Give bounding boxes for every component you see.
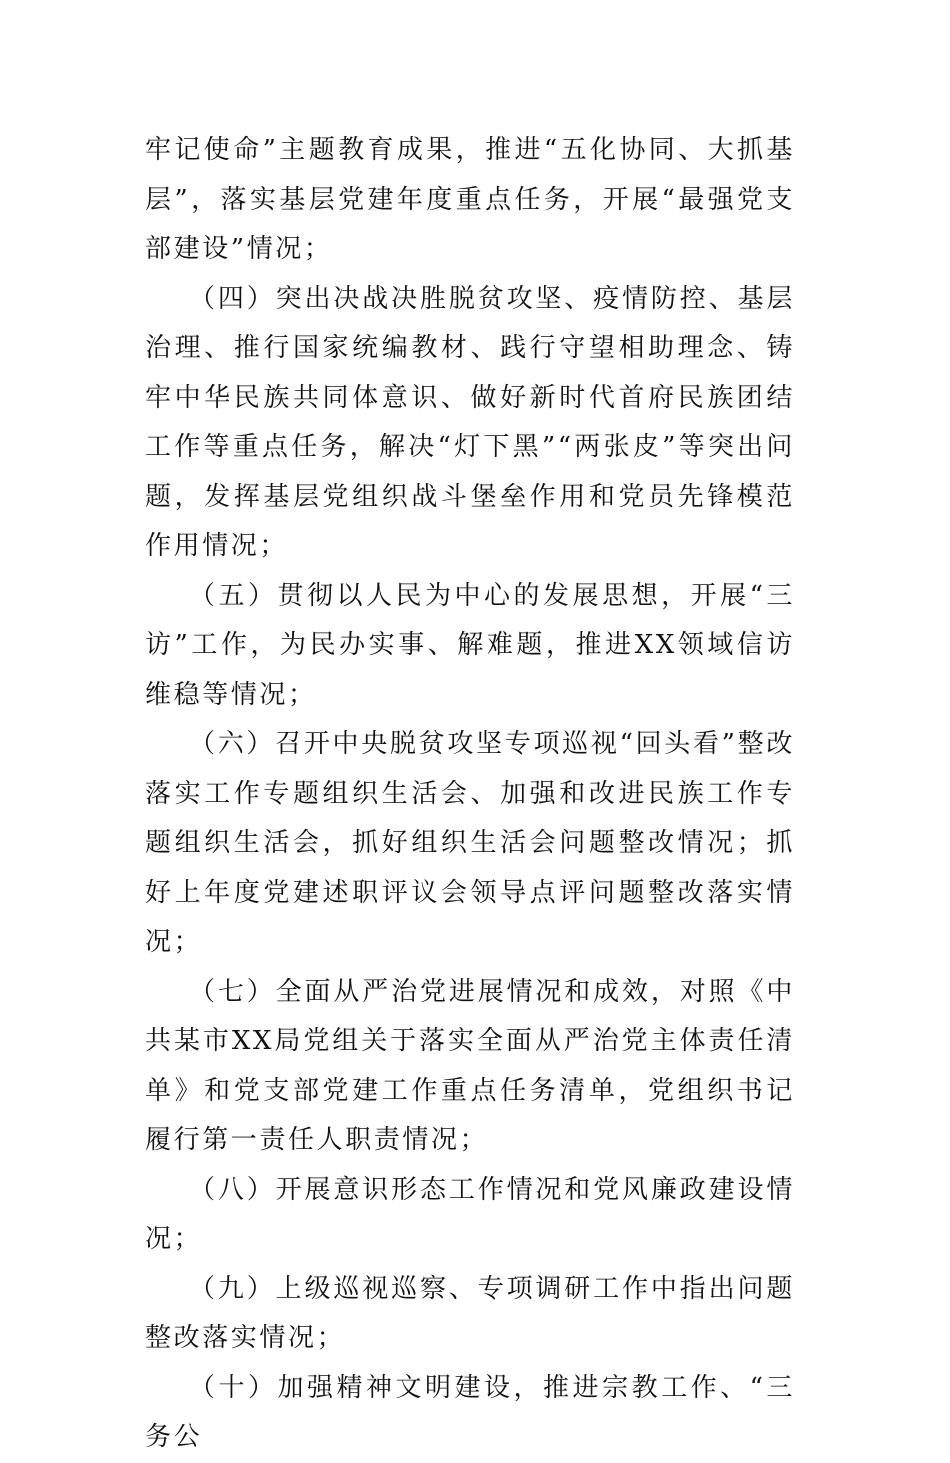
paragraph-continued: 牢记使命”主题教育成果，推进“五化协同、大抓基层”，落实基层党建年度重点任务，开展“最强党支部建设”情况； xyxy=(145,135,795,264)
paragraph-item-8: （八）开展意识形态工作情况和党风廉政建设情况； xyxy=(145,1174,795,1254)
paragraph-item-10: （十）加强精神文明建设，推进宗教工作、“三务公 xyxy=(145,1372,795,1452)
paragraph-item-7: （七）全面从严治党进展情况和成效，对照《中共某市XX局党组关于落实全面从严治党主体责任清单》和党支部党建工作重点任务清单，党组织书记履行第一责任人职责情况； xyxy=(145,976,795,1155)
paragraph-item-4: （四）突出决战决胜脱贫攻坚、疫情防控、基层治理、推行国家统编教材、践行守望相助理念、铸牢中华民族共同体意识、做好新时代首府民族团结工作等重点任务，解决“灯下黑”“两张皮”等突出问题，发挥基层党组织战斗堡垒作用和党员先锋模范作用情况； xyxy=(145,283,795,561)
paragraph-item-5: （五）贯彻以人民为中心的发展思想，开展“三访”工作，为民办实事、解难题，推进XX领域信访维稳等情况； xyxy=(145,580,795,710)
paragraph-item-9: （九）上级巡视巡察、专项调研工作中指出问题整改落实情况； xyxy=(145,1273,795,1353)
paragraph-item-6: （六）召开中央脱贫攻坚专项巡视“回头看”整改落实工作专题组织生活会、加强和改进民族工作专题组织生活会，抓好组织生活会问题整改情况；抓好上年度党建述职评议会领导点评问题整改落实情况； xyxy=(145,729,795,957)
document-body xyxy=(145,126,795,1463)
